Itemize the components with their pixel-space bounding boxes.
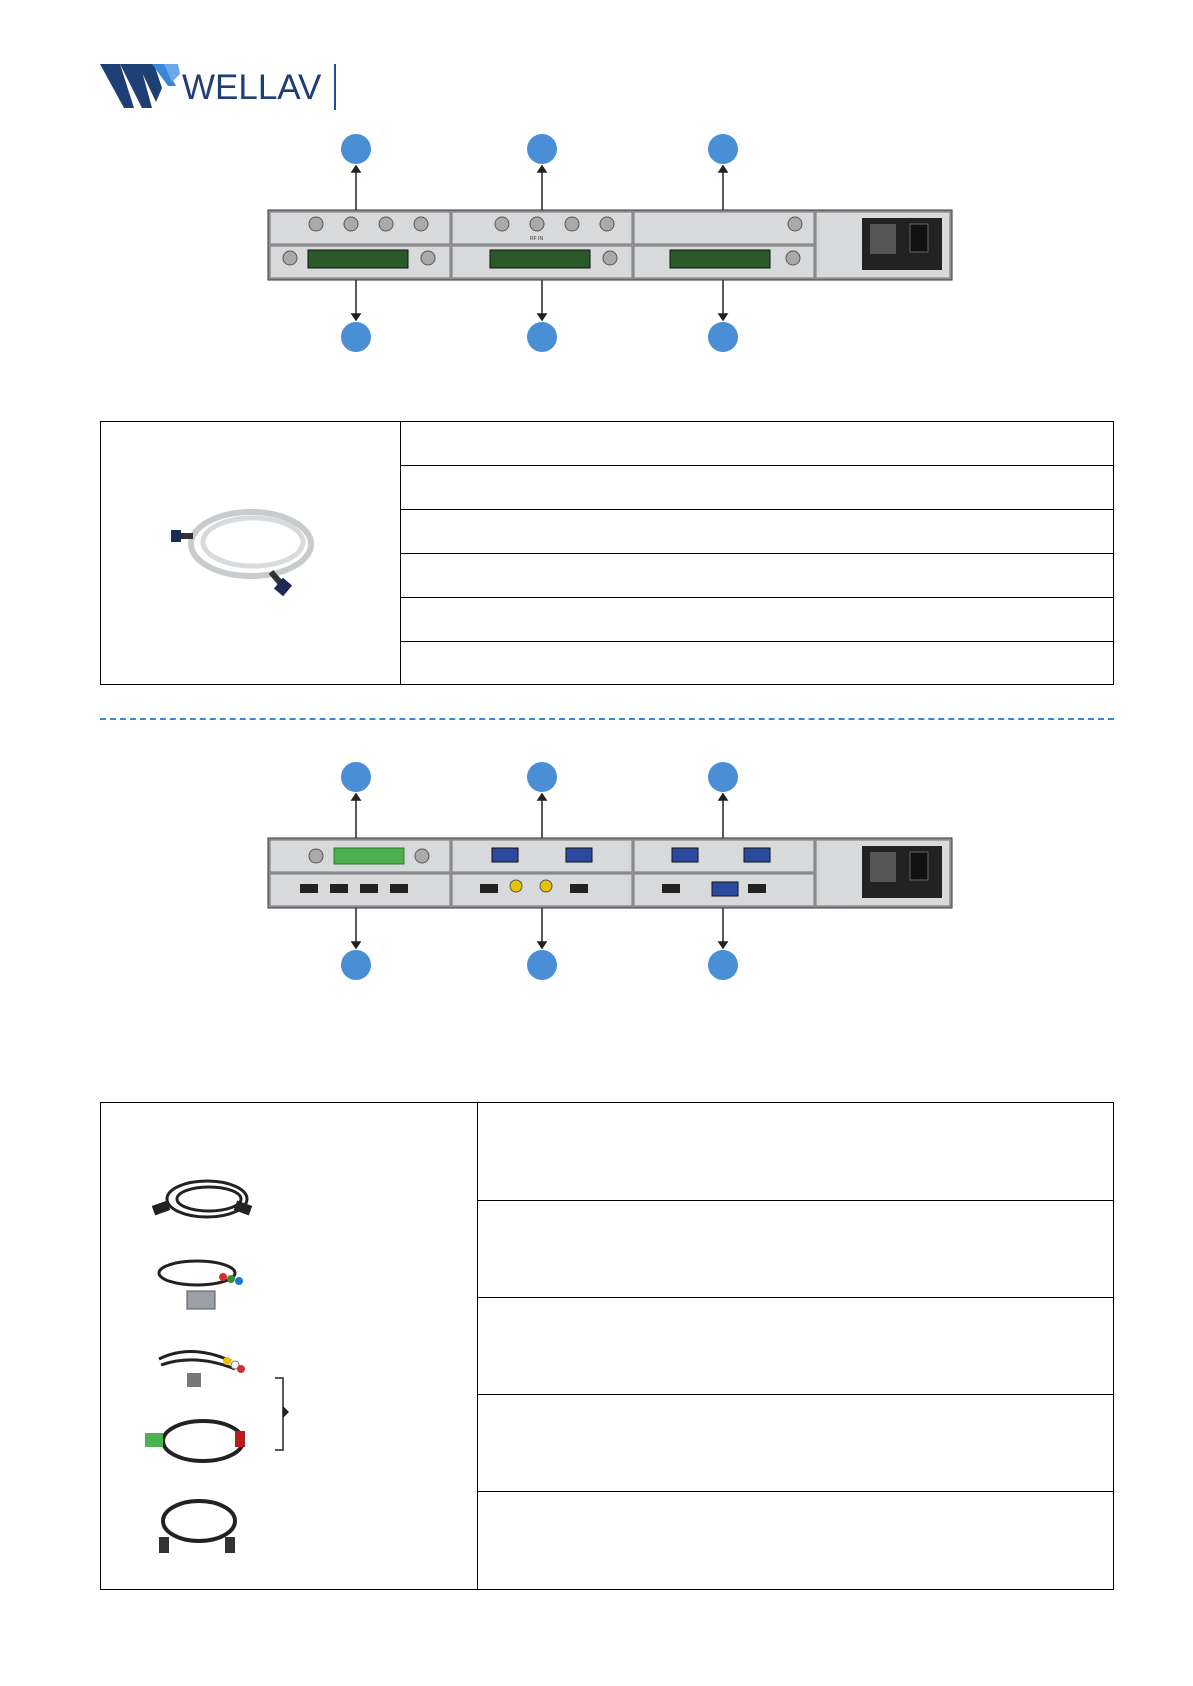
callout-circle (708, 762, 738, 792)
device-diagram-2 (230, 760, 990, 990)
callout-circle (708, 950, 738, 980)
hdmi-port (330, 884, 348, 893)
callout-circle (341, 322, 371, 352)
hdmi-port (662, 884, 680, 893)
cvbs-port (510, 880, 522, 892)
hdmi-port (570, 884, 588, 893)
vga-cable-icon (151, 1251, 251, 1321)
rf-cable-icon (171, 492, 321, 602)
av-cable-icon (151, 1339, 251, 1399)
callout-circle (527, 950, 557, 980)
cvbs-port (540, 880, 552, 892)
hdmi-port (360, 884, 378, 893)
hdmi-port (300, 884, 318, 893)
accessory-table-2 (100, 1102, 1114, 1590)
audio-terminal-block (334, 848, 404, 864)
vga-port (492, 848, 518, 862)
device-diagram-1 (230, 130, 990, 360)
callout-circle (341, 762, 371, 792)
callout-circle (708, 134, 738, 164)
hdmi-cable-icon (149, 1169, 259, 1229)
ci-slot (490, 250, 590, 268)
bnc-cable-icon (153, 1493, 249, 1563)
vga-port (744, 848, 770, 862)
rf-label: RF IN (530, 236, 544, 242)
logo-divider (334, 64, 336, 110)
brand-name: WELLAV (182, 68, 322, 107)
section-divider (100, 718, 1114, 720)
callout-circle (527, 762, 557, 792)
hdmi-port (748, 884, 766, 893)
callout-circle (341, 950, 371, 980)
vga-port (712, 882, 738, 896)
callout-circle (341, 134, 371, 164)
hdmi-port (480, 884, 498, 893)
ci-slot (308, 250, 408, 268)
callout-circle (527, 134, 557, 164)
vga-port (566, 848, 592, 862)
vga-port (672, 848, 698, 862)
bracket-icon (273, 1376, 293, 1452)
ci-slot (670, 250, 770, 268)
callout-circle (527, 322, 557, 352)
audio-terminal-cable-icon (143, 1409, 253, 1473)
callout-circle (708, 322, 738, 352)
accessory-table-1 (100, 421, 1114, 685)
hdmi-port (390, 884, 408, 893)
